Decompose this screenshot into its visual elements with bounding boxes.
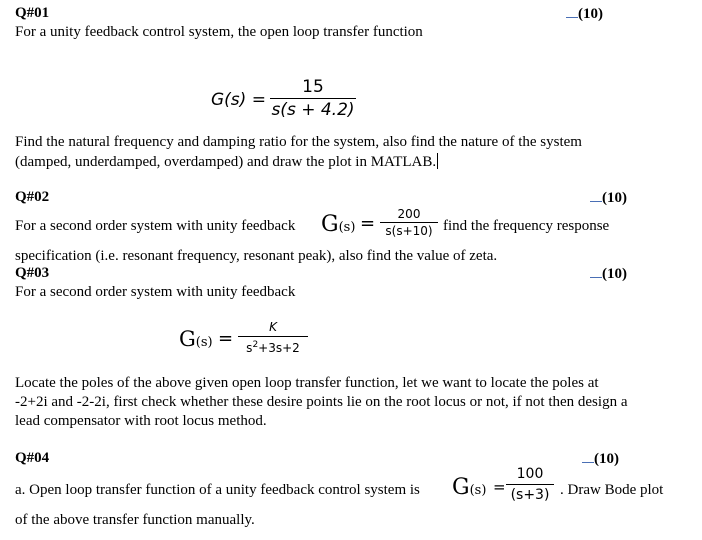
q4-g-symbol <box>452 475 486 500</box>
q1-equation-lhs: G(s) = <box>211 90 266 110</box>
q2-marks-underline <box>590 189 602 202</box>
q4-text-before: a. Open loop transfer function of a unity feedback control system is <box>15 482 420 498</box>
q3-equation-fraction <box>238 320 308 356</box>
q3-fraction-bar <box>238 336 308 337</box>
q3-marks-underline <box>590 265 602 278</box>
q3-marks <box>590 265 627 283</box>
q1-equation-fraction <box>270 77 356 120</box>
q4-equation-numerator: 100 <box>516 466 544 482</box>
q4-text-line2: of the above transfer function manually. <box>15 512 255 528</box>
q4-equals: = <box>493 478 506 496</box>
q3-text-line3: lead compensator with root locus method. <box>15 413 267 429</box>
text-cursor <box>437 153 438 169</box>
q1-equation-denominator: s(s + 4.2) <box>271 100 355 120</box>
q4-heading: Q#04 <box>15 450 50 466</box>
q2-marks <box>590 189 627 207</box>
q3-den-exponent: 2 <box>252 340 259 350</box>
q2-g-subscript: (s) <box>338 220 356 235</box>
q4-fraction-bar <box>506 484 554 485</box>
q2-text-line2: specification (i.e. resonant frequency, resonant peak), also find the value of zeta. <box>15 248 498 264</box>
q4-text-after: . Draw Bode plot <box>560 482 664 498</box>
q2-text-after: find the frequency response <box>443 218 610 234</box>
q1-fraction-bar <box>270 98 356 99</box>
q3-intro: For a second order system with unity feedback <box>15 284 296 300</box>
q1-heading: Q#01 <box>15 5 50 21</box>
q1-text-line2 <box>15 153 438 171</box>
q3-equation-numerator: K <box>269 320 277 334</box>
q2-g-letter: G <box>321 212 339 237</box>
q2-equation-numerator: 200 <box>397 207 421 221</box>
q3-g-letter: G <box>179 327 196 351</box>
q2-equation-fraction <box>380 207 438 238</box>
q1-marks <box>566 5 603 23</box>
q4-g-subscript: (s) <box>469 483 487 498</box>
q2-equals: = <box>360 213 376 234</box>
q4-marks <box>582 450 619 468</box>
q4-marks-value: (10) <box>594 451 619 467</box>
q1-equation-numerator: 15 <box>302 77 324 97</box>
q2-equation-denominator: s(s+10) <box>385 224 433 238</box>
q3-equals: = <box>218 328 234 349</box>
q3-den-s: s <box>246 341 253 355</box>
q3-den-rest: +3s+2 <box>258 341 300 355</box>
q4-equation-denominator: (s+3) <box>510 487 550 503</box>
q1-marks-value: (10) <box>578 6 603 22</box>
q3-g-subscript: (s) <box>195 335 213 350</box>
q1-text-line2-content: (damped, underdamped, overdamped) and draw the plot in MATLAB. <box>15 154 437 170</box>
q1-marks-underline <box>566 5 578 18</box>
q2-text-before: For a second order system with unity feedback <box>15 218 296 234</box>
q3-heading: Q#03 <box>15 265 50 281</box>
q3-equation-denominator <box>238 338 308 356</box>
q3-text-line1: Locate the poles of the above given open loop transfer function, let we want to locate the poles at <box>15 375 599 391</box>
q2-fraction-bar <box>380 222 438 223</box>
q3-marks-value: (10) <box>602 266 627 282</box>
q1-intro: For a unity feedback control system, the open loop transfer function <box>15 24 423 40</box>
q4-g-letter: G <box>452 475 470 500</box>
q2-heading: Q#02 <box>15 189 50 205</box>
q2-g-symbol <box>321 212 355 237</box>
q3-text-line2: -2+2i and -2-2i, first check whether these desire points lie on the root locus or not, if not then design a <box>15 394 628 410</box>
q4-marks-underline <box>582 450 594 463</box>
q4-equation-fraction <box>506 465 554 504</box>
q3-g-symbol <box>179 327 213 351</box>
q2-marks-value: (10) <box>602 190 627 206</box>
q1-text-line1: Find the natural frequency and damping ratio for the system, also find the nature of the system <box>15 134 582 150</box>
